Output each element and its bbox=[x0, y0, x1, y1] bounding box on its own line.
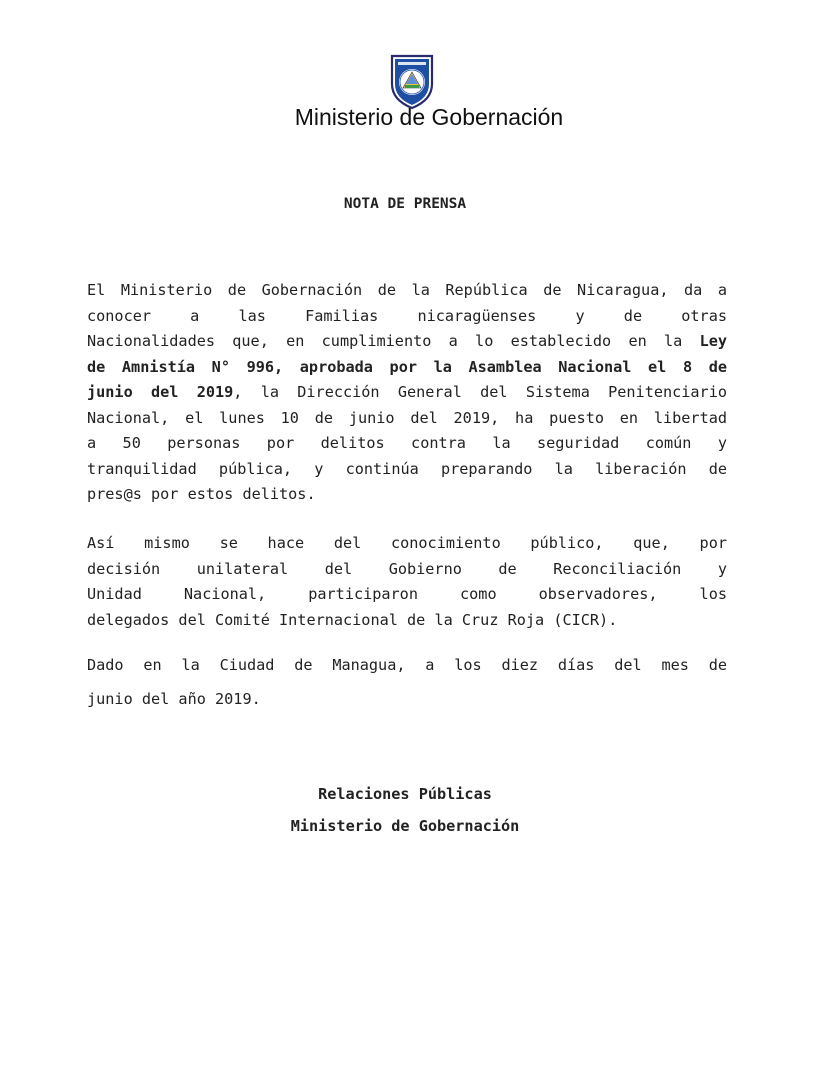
paragraph-line: El Ministerio de Gobernación de la República de Nicaragua, da a bbox=[87, 281, 727, 299]
paragraph-line: Dado en la Ciudad de Managua, a los diez días del mes de bbox=[87, 656, 727, 674]
paragraph-date bbox=[87, 653, 727, 721]
paragraph-text: Nacionalidades que, en cumplimiento a lo establecido en la bbox=[87, 332, 700, 350]
paragraph-line: decisión unilateral del Gobierno de Reconciliación y bbox=[87, 559, 727, 578]
paragraph-line: pres@s por estos delitos. bbox=[87, 485, 316, 503]
law-reference-text: Ley bbox=[699, 332, 727, 350]
signature-ministry: Ministerio de Gobernación bbox=[290, 817, 520, 835]
paragraph-line: a 50 personas por delitos contra la seguridad común y bbox=[87, 434, 727, 452]
paragraph-text: , la Dirección General del Sistema Penitenciario bbox=[233, 383, 727, 401]
law-reference-line: de Amnistía N° 996, aprobada por la Asamblea Nacional el 8 de bbox=[87, 357, 727, 376]
paragraph-line: conocer a las Familias nicaragüenses y de otras bbox=[87, 306, 727, 325]
paragraph-line: Así mismo se hace del conocimiento público, que, por bbox=[87, 534, 727, 552]
signature-department: Relaciones Públicas bbox=[318, 785, 492, 803]
paragraph-announcement bbox=[87, 278, 727, 508]
paragraph-observers bbox=[87, 531, 727, 633]
ministry-title: Ministerio de Gobernación bbox=[294, 104, 564, 130]
paragraph-line: Nacional, el lunes 10 de junio del 2019, ha puesto en libertad bbox=[87, 408, 727, 427]
paragraph-line: junio del año 2019. bbox=[87, 690, 261, 708]
paragraph-line: delegados del Comité Internacional de la Cruz Roja (CICR). bbox=[87, 610, 618, 629]
paragraph-line: Unidad Nacional, participaron como observadores, los bbox=[87, 585, 727, 603]
coat-of-arms-logo bbox=[389, 52, 435, 110]
paragraph-line bbox=[87, 329, 727, 355]
paragraph-line bbox=[87, 380, 727, 406]
press-note-heading: NOTA DE PRENSA bbox=[343, 196, 467, 212]
paragraph-line: tranquilidad pública, y continúa preparando la liberación de bbox=[87, 459, 727, 478]
law-date-text: junio del 2019 bbox=[87, 383, 234, 401]
